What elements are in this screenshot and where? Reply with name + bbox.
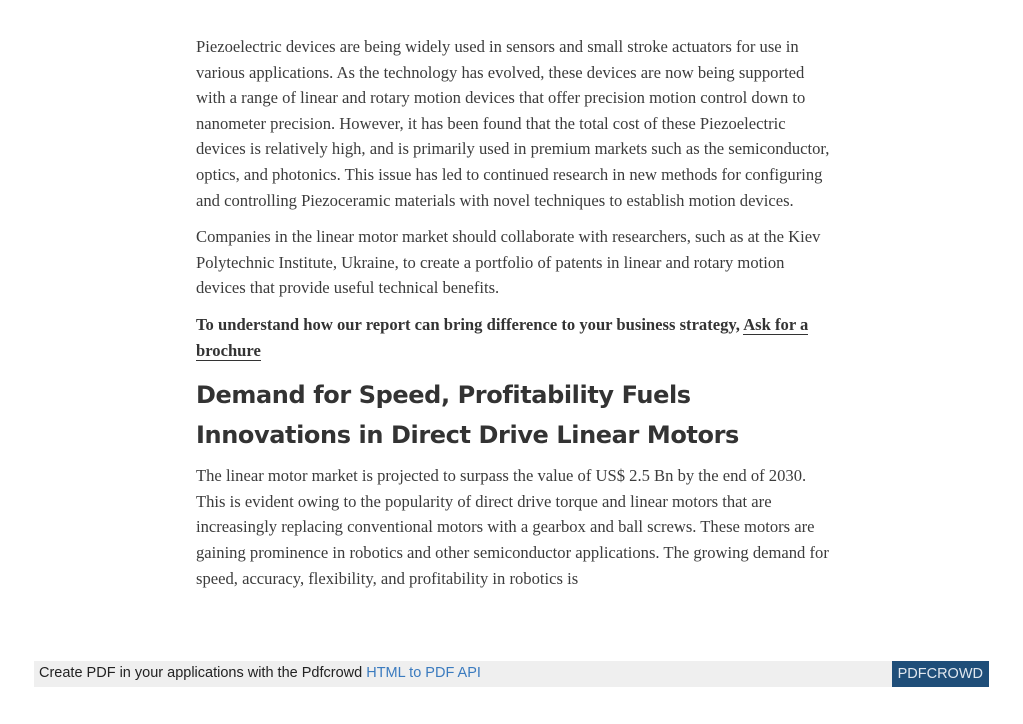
brochure-callout	[196, 312, 836, 363]
brochure-callout-text: To understand how our report can bring difference to your business strategy,	[196, 314, 744, 334]
html-to-pdf-api-link[interactable]: HTML to PDF API	[366, 665, 481, 681]
paragraph-piezoelectric: Piezoelectric devices are being widely used in sensors and small stroke actuators for use in various applications. As the technology has evolved, these devices are now being supported with a range of linear and rotary motion devices that offer precision motion control down to nanometer precision. However, it has been found that the total cost of these Piezoelectric devices is relatively high, and is primarily used in premium markets such as the semiconductor, optics, and photonics. This issue has led to continued research in new methods for configuring and controlling Piezoceramic materials with novel techniques to establish motion devices.	[196, 37, 830, 210]
pdfcrowd-footer	[34, 661, 989, 687]
ask-brochure-link[interactable]: Ask for a brochure	[196, 314, 809, 360]
article-body	[196, 34, 836, 602]
footer-text: Create PDF in your applications with the Pdfcrowd	[39, 665, 367, 681]
footer-text-line	[39, 665, 481, 681]
section-heading: Demand for Speed, Profitability Fuels Innovations in Direct Drive Linear Motors	[196, 381, 739, 450]
pdfcrowd-badge[interactable]: PDFCROWD	[892, 661, 989, 687]
paragraph-companies: Companies in the linear motor market should collaborate with researchers, such as at the Kiev Polytechnic Institute, Ukraine, to create a portfolio of patents in linear and rotary motion devices that provide useful technical benefits.	[196, 227, 821, 298]
paragraph-market-projection: The linear motor market is projected to surpass the value of US$ 2.5 Bn by the end of 2030. This is evident owing to the popularity of direct drive torque and linear motors that are increasingly replacing conventional motors with a gearbox and ball screws. These motors are gaining prominence in robotics and other semiconductor applications. The growing demand for speed, accuracy, flexibility, and profitability in robotics is	[196, 466, 829, 588]
